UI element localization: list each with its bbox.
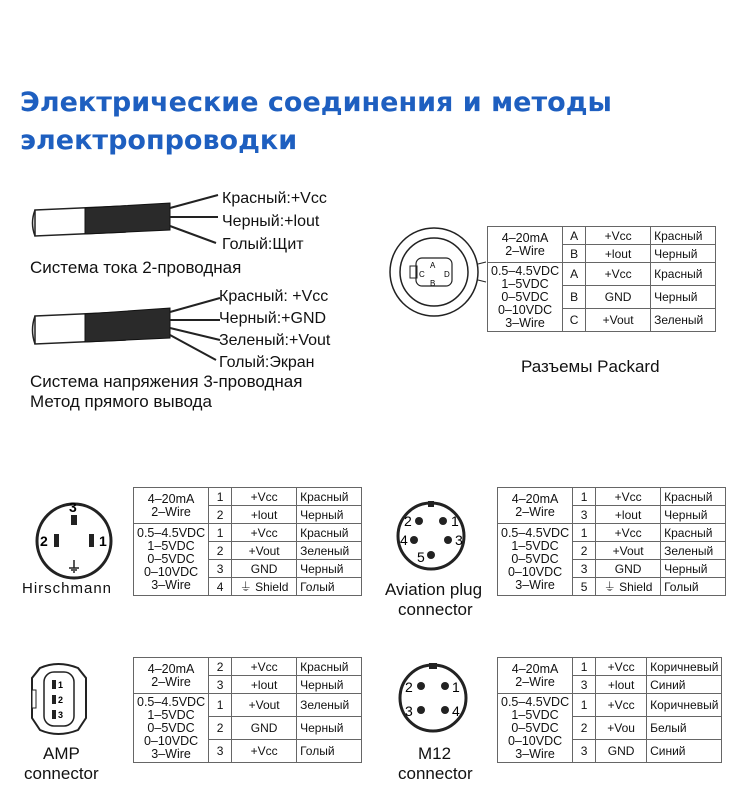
hirschmann-pin-label: 1 — [99, 533, 107, 549]
pin-cell: 3 — [209, 740, 232, 763]
packard-pin-b: B — [430, 279, 436, 288]
color-cell: Черный — [661, 506, 726, 524]
pin-cell: 2 — [209, 717, 232, 740]
amp-pin-label: 2 — [58, 695, 64, 705]
function-cell: +Vcc — [586, 263, 651, 286]
m12-pin-label: 4 — [452, 703, 460, 719]
page-title: Электрические соединения и методы электропроводки — [20, 87, 612, 156]
wire-label: Голый:Щит — [222, 236, 304, 253]
pin-cell: 2 — [209, 506, 232, 524]
packard-pin-a: A — [430, 261, 436, 270]
function-cell: +Vcc — [232, 658, 297, 676]
function-cell: GND — [232, 717, 297, 740]
function-cell: +lout — [596, 676, 647, 694]
aviation-pin-label: 4 — [400, 532, 408, 548]
function-cell: +Vcc — [232, 740, 297, 763]
wire-label: Голый:Экран — [219, 354, 315, 371]
m12-caption: M12 — [418, 744, 452, 763]
function-cell: +Vout — [232, 694, 297, 717]
aviation-pin-label: 3 — [455, 532, 463, 548]
pin-cell: 3 — [209, 560, 232, 578]
signal-label: 0–5VDC — [511, 552, 559, 566]
pin-cell: 3 — [573, 506, 596, 524]
signal-label: 1–5VDC — [511, 539, 559, 553]
hirschmann-pinout-table — [133, 487, 362, 596]
hirschmann-caption: Hirschmann — [22, 580, 113, 597]
function-cell: ⏚ Shield — [232, 578, 297, 596]
signal-label: 4–20mA — [501, 230, 549, 245]
aviation-caption: Aviation plug — [385, 580, 483, 599]
color-cell: Коричневый — [647, 658, 722, 676]
pin-cell: 4 — [209, 578, 232, 596]
function-cell: GND — [232, 560, 297, 578]
signal-label: 4–20mA — [147, 661, 195, 676]
color-cell: Красный — [297, 524, 362, 542]
signal-label: 0.5–4.5VDC — [137, 694, 206, 709]
color-cell: Черный — [651, 245, 716, 263]
color-cell: Красный — [297, 488, 362, 506]
signal-label: 3–Wire — [515, 578, 555, 592]
signal-label: 4–20mA — [511, 491, 559, 506]
signal-label: 0–5VDC — [147, 720, 195, 735]
color-cell: Красный — [661, 488, 726, 506]
pin-cell: 1 — [209, 488, 232, 506]
pin-cell: 1 — [573, 524, 596, 542]
function-cell: +Vcc — [596, 524, 661, 542]
pin-cell: C — [563, 309, 586, 332]
function-cell: +Vout — [596, 542, 661, 560]
aviation-pin-label: 2 — [404, 513, 412, 529]
pin-cell: 3 — [573, 740, 596, 763]
wire-label: Красный:+Vcc — [222, 190, 327, 207]
function-cell: +Vout — [232, 542, 297, 560]
signal-label: 2–Wire — [515, 674, 555, 689]
color-cell: Красный — [661, 524, 726, 542]
color-cell: Белый — [647, 717, 722, 740]
packard-caption: Разъемы Packard — [521, 357, 660, 376]
function-cell: +Vcc — [232, 488, 297, 506]
function-cell: GND — [596, 740, 647, 763]
m12-pinout-table — [497, 657, 722, 763]
aviation-connector-icon — [397, 498, 477, 578]
color-cell: Голый — [297, 740, 362, 763]
m12-caption: connector — [398, 764, 473, 783]
wire-label: Черный:+GND — [219, 310, 327, 327]
color-cell: Синий — [647, 740, 722, 763]
signal-label: 4–20mA — [147, 491, 195, 506]
color-cell: Красный — [651, 263, 716, 286]
packard-pin-d: D — [444, 270, 450, 279]
three-wire-caption: Система напряжения 3-проводная — [30, 372, 303, 391]
pin-cell: 3 — [573, 560, 596, 578]
function-cell: GND — [586, 286, 651, 309]
function-cell: +lout — [232, 506, 297, 524]
m12-pin-label: 2 — [405, 679, 413, 695]
function-cell: +Vcc — [596, 658, 647, 676]
function-cell: +Vout — [586, 309, 651, 332]
signal-label: 1–5VDC — [147, 539, 195, 553]
pin-cell: 2 — [209, 542, 232, 560]
wire-label: Зеленый:+Vout — [219, 332, 331, 349]
packard-connector-icon — [386, 226, 486, 326]
packard-pin-c: C — [419, 270, 425, 279]
color-cell: Зеленый — [651, 309, 716, 332]
hirschmann-connector-icon — [34, 498, 124, 582]
signal-label: 4–20mA — [511, 661, 559, 676]
color-cell: Коричневый — [647, 694, 722, 717]
pin-cell: 2 — [573, 542, 596, 560]
signal-label: 0.5–4.5VDC — [137, 526, 206, 540]
amp-caption: connector — [24, 764, 99, 783]
signal-label: 1–5VDC — [147, 707, 195, 722]
color-cell: Зеленый — [297, 542, 362, 560]
signal-label: 0–5VDC — [511, 720, 559, 735]
hirschmann-pin-label: 3 — [69, 499, 77, 515]
cable-2wire-icon — [30, 190, 230, 260]
pin-cell: B — [563, 286, 586, 309]
color-cell: Красный — [297, 658, 362, 676]
signal-label: 0.5–4.5VDC — [501, 694, 570, 709]
aviation-caption: connector — [398, 600, 473, 619]
pin-cell: 2 — [573, 717, 596, 740]
pin-cell: A — [563, 263, 586, 286]
pin-cell: A — [563, 227, 586, 245]
signal-label: 2–Wire — [505, 243, 545, 258]
function-cell: +Vcc — [232, 524, 297, 542]
amp-pinout-table — [133, 657, 362, 763]
aviation-pin-label: 5 — [417, 549, 425, 565]
signal-label: 0–10VDC — [143, 565, 199, 579]
amp-pin-label: 1 — [58, 680, 64, 690]
pin-cell: 1 — [209, 694, 232, 717]
direct-method-caption: Метод прямого вывода — [30, 392, 212, 411]
signal-label: 3–Wire — [151, 578, 191, 592]
pin-cell: 1 — [573, 658, 596, 676]
color-cell: Черный — [297, 717, 362, 740]
color-cell: Черный — [661, 560, 726, 578]
wire-label: Черный:+lout — [222, 213, 320, 230]
function-cell: ⏚ Shield — [596, 578, 661, 596]
color-cell: Черный — [297, 676, 362, 694]
color-cell: Зеленый — [661, 542, 726, 560]
aviation-pin-label: 1 — [451, 513, 459, 529]
amp-caption: AMP — [43, 744, 80, 763]
color-cell: Синий — [647, 676, 722, 694]
signal-label: 0.5–4.5VDC — [491, 263, 560, 278]
m12-connector-icon — [397, 660, 477, 740]
signal-label: 3–Wire — [151, 746, 191, 761]
color-cell: Голый — [661, 578, 726, 596]
signal-label: 3–Wire — [505, 315, 545, 330]
signal-label: 0–10VDC — [497, 302, 553, 317]
color-cell: Красный — [651, 227, 716, 245]
signal-label: 0–5VDC — [147, 552, 195, 566]
color-cell: Голый — [297, 578, 362, 596]
signal-label: 3–Wire — [515, 746, 555, 761]
signal-label: 0–5VDC — [501, 289, 549, 304]
wire-label: Красный: +Vcc — [219, 288, 329, 305]
function-cell: +lout — [596, 506, 661, 524]
color-cell: Черный — [651, 286, 716, 309]
pin-cell: 3 — [573, 676, 596, 694]
aviation-pinout-table — [497, 487, 726, 596]
signal-label: 0–10VDC — [507, 565, 563, 579]
m12-pin-label: 1 — [452, 679, 460, 695]
signal-label: 1–5VDC — [501, 276, 549, 291]
pin-cell: 5 — [573, 578, 596, 596]
function-cell: +Vcc — [596, 488, 661, 506]
signal-label: 0–10VDC — [507, 733, 563, 748]
pin-cell: 2 — [209, 658, 232, 676]
packard-pinout-table — [487, 226, 716, 332]
function-cell: GND — [596, 560, 661, 578]
signal-label: 0.5–4.5VDC — [501, 526, 570, 540]
pin-cell: 1 — [573, 694, 596, 717]
pin-cell: 1 — [573, 488, 596, 506]
signal-label: 2–Wire — [515, 504, 555, 519]
color-cell: Зеленый — [297, 694, 362, 717]
pin-cell: B — [563, 245, 586, 263]
signal-label: 2–Wire — [151, 674, 191, 689]
function-cell: +Vcc — [586, 227, 651, 245]
function-cell: +lout — [232, 676, 297, 694]
signal-label: 1–5VDC — [511, 707, 559, 722]
hirschmann-pin-label: 2 — [40, 533, 48, 549]
color-cell: Черный — [297, 506, 362, 524]
cable-3wire-icon — [30, 290, 230, 370]
amp-pin-label: 3 — [58, 710, 64, 720]
amp-connector-icon — [26, 660, 106, 740]
two-wire-caption: Система тока 2-проводная — [30, 258, 242, 277]
signal-label: 0–10VDC — [143, 733, 199, 748]
m12-pin-label: 3 — [405, 703, 413, 719]
pin-cell: 3 — [209, 676, 232, 694]
function-cell: +lout — [586, 245, 651, 263]
function-cell: +Vou — [596, 717, 647, 740]
signal-label: 2–Wire — [151, 504, 191, 519]
function-cell: +Vcc — [596, 694, 647, 717]
color-cell: Черный — [297, 560, 362, 578]
pin-cell: 1 — [209, 524, 232, 542]
